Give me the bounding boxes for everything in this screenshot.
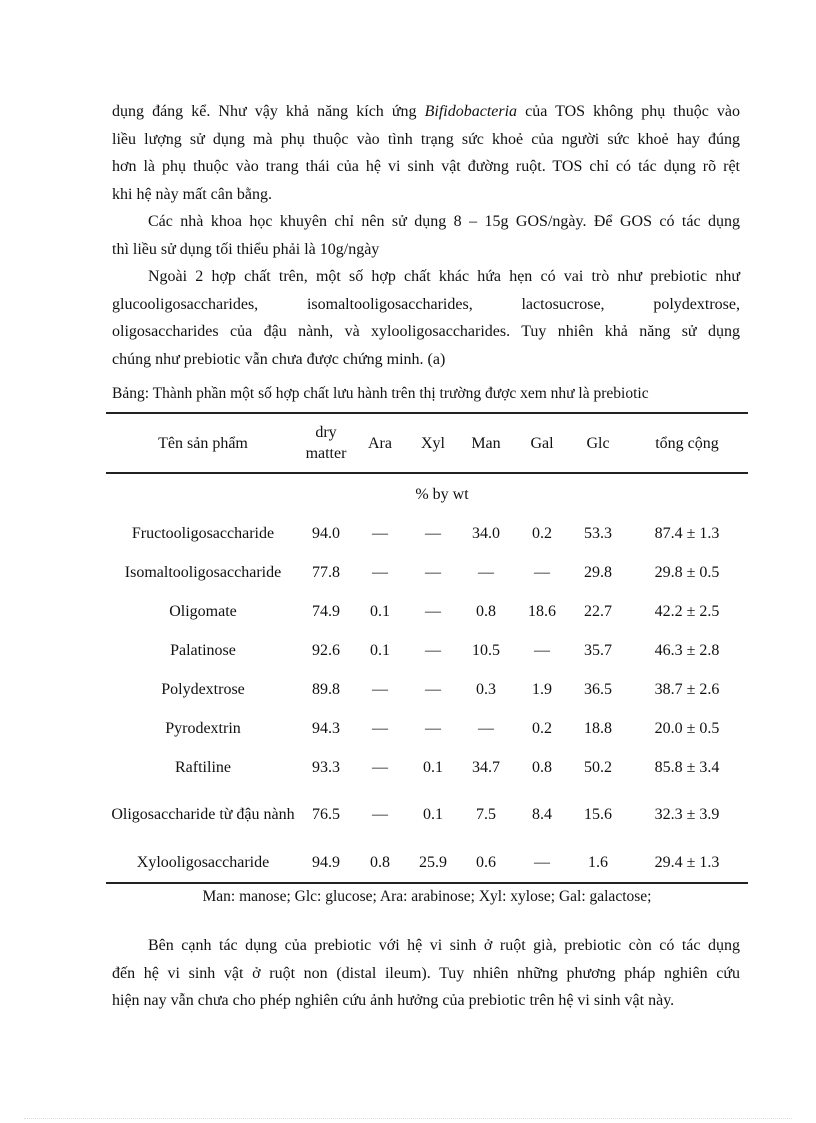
- text-line: Các nhà khoa học khuyên chỉ nên sử dụng 8 – 15g GOS/ngày. Để GOS có tác dụng: [148, 213, 740, 230]
- value-cell: 7.5: [476, 806, 496, 823]
- text-line: oligosaccharides của đậu nành, và xylooligosaccharides. Tuy nhiên khả năng sử dụng: [112, 323, 740, 340]
- value-cell: 87.4 ± 1.3: [654, 525, 720, 542]
- value-cell: —: [425, 681, 441, 698]
- value-cell: 0.8: [476, 603, 496, 620]
- text-line: Ngoài 2 hợp chất trên, một số hợp chất khác hứa hẹn có vai trò như prebiotic như: [148, 268, 740, 285]
- value-cell: 0.1: [423, 759, 443, 776]
- value-cell: 50.2: [584, 759, 612, 776]
- table-header-row: [106, 413, 748, 473]
- value-cell: 94.0: [312, 525, 340, 542]
- value-cell: 34.0: [472, 525, 500, 542]
- col-header-gal: Gal: [514, 413, 570, 473]
- product-name-cell: Oligosaccharide từ đậu nành: [111, 806, 295, 823]
- value-cell: 46.3 ± 2.8: [654, 642, 720, 659]
- value-cell: 0.8: [532, 759, 552, 776]
- value-cell: 18.8: [584, 720, 612, 737]
- table-row: [106, 709, 748, 748]
- value-cell: —: [425, 720, 441, 737]
- value-cell: —: [372, 681, 388, 698]
- unit-label: % by wt: [415, 485, 469, 503]
- col-header-ara: Ara: [352, 413, 408, 473]
- text-line: hiện nay vẫn chưa cho phép nghiên cứu ảnh hưởng của prebiotic trên hệ vi sinh vật này.: [112, 992, 675, 1009]
- paragraph-gos-dose: [112, 208, 740, 263]
- value-cell: 94.9: [300, 842, 352, 883]
- value-cell: 42.2 ± 2.5: [654, 603, 720, 620]
- unit-row: [106, 473, 748, 514]
- col-header-glc: Glc: [570, 413, 626, 473]
- page-bottom-divider: [24, 1118, 792, 1119]
- table-row: [106, 631, 748, 670]
- value-cell: —: [425, 642, 441, 659]
- value-cell: 0.1: [423, 806, 443, 823]
- value-cell: 0.1: [370, 642, 390, 659]
- value-cell: —: [372, 720, 388, 737]
- value-cell: 92.6: [312, 642, 340, 659]
- value-cell: 15.6: [584, 806, 612, 823]
- value-cell: 29.4 ± 1.3: [626, 842, 748, 883]
- table-row: [106, 842, 748, 883]
- value-cell: 74.9: [312, 603, 340, 620]
- value-cell: 1.9: [532, 681, 552, 698]
- prebiotic-composition-table: [106, 412, 748, 884]
- text-line: glucooligosaccharides, isomaltooligosaccharides, lactosucrose, polydextrose,: [112, 295, 740, 313]
- table-row: [106, 592, 748, 631]
- product-name-cell: Xylooligosaccharide: [106, 842, 300, 883]
- value-cell: 29.8 ± 0.5: [654, 564, 720, 581]
- value-cell: 0.2: [532, 720, 552, 737]
- value-cell: 32.3 ± 3.9: [654, 806, 720, 823]
- text-line: hơn là phụ thuộc vào trang thái của hệ vi sinh vật đường ruột. TOS chỉ có tác dụng rõ rệt: [112, 158, 740, 175]
- value-cell: —: [534, 642, 550, 659]
- paragraph-other-prebiotics: [112, 263, 740, 373]
- table-row: [106, 748, 748, 787]
- value-cell: —: [372, 525, 388, 542]
- table-row: [106, 553, 748, 592]
- value-cell: 38.7 ± 2.6: [654, 681, 720, 698]
- text-line: khi hệ này mất cân bằng.: [112, 185, 272, 203]
- product-name-cell: Pyrodextrin: [165, 720, 241, 737]
- value-cell: 0.3: [476, 681, 496, 698]
- value-cell: —: [425, 564, 441, 581]
- italic-term: Bifidobacteria: [424, 103, 518, 120]
- value-cell: 22.7: [584, 603, 612, 620]
- table-row: [106, 670, 748, 709]
- text-line: Bên cạnh tác dụng của prebiotic với hệ vi sinh ở ruột già, prebiotic còn có tác dụng: [148, 937, 740, 954]
- value-cell: 29.8: [584, 564, 612, 581]
- text-line: liều lượng sử dụng mà phụ thuộc vào tình trạng sức khoẻ của người sức khoẻ hay đúng: [112, 130, 740, 148]
- col-header-dry-matter: dry matter: [300, 413, 352, 473]
- value-cell: 35.7: [584, 642, 612, 659]
- text-line: đến hệ vi sinh vật ở ruột non (distal ileum). Tuy nhiên những phương pháp nghiên cứu: [112, 964, 740, 982]
- col-header-name: Tên sản phẩm: [106, 413, 300, 473]
- value-cell: 10.5: [472, 642, 500, 659]
- value-cell: 20.0 ± 0.5: [654, 720, 720, 737]
- value-cell: 18.6: [528, 603, 556, 620]
- value-cell: 76.5: [312, 806, 340, 823]
- value-cell: 0.2: [532, 525, 552, 542]
- value-cell: 1.6: [570, 842, 626, 883]
- product-name-cell: Oligomate: [169, 603, 237, 620]
- table-caption: Bảng: Thành phần một số hợp chất lưu hành trên thị trường được xem như là prebiotic: [112, 385, 649, 402]
- value-cell: —: [514, 842, 570, 883]
- product-name-cell: Fructooligosaccharide: [131, 525, 275, 542]
- value-cell: —: [372, 759, 388, 776]
- value-cell: 34.7: [472, 759, 500, 776]
- value-cell: 36.5: [584, 681, 612, 698]
- value-cell: 0.6: [458, 842, 514, 883]
- value-cell: 94.3: [312, 720, 340, 737]
- value-cell: —: [425, 603, 441, 620]
- value-cell: —: [372, 564, 388, 581]
- col-header-xyl: Xyl: [408, 413, 458, 473]
- col-header-total: tổng cộng: [626, 413, 748, 473]
- value-cell: 25.9: [408, 842, 458, 883]
- product-name-cell: Polydextrose: [161, 681, 245, 698]
- value-cell: 8.4: [532, 806, 552, 823]
- value-cell: 0.8: [352, 842, 408, 883]
- value-cell: —: [425, 525, 441, 542]
- value-cell: 0.1: [370, 603, 390, 620]
- value-cell: —: [478, 720, 494, 737]
- value-cell: 93.3: [312, 759, 340, 776]
- table-row: [106, 787, 748, 842]
- text-line: dụng đáng kể. Như vậy khả năng kích ứng Bifidobacteria của TOS không phụ thuộc vào: [112, 103, 741, 120]
- value-cell: 77.8: [312, 564, 340, 581]
- value-cell: 89.8: [312, 681, 340, 698]
- paragraph-tos: [112, 98, 740, 208]
- value-cell: 53.3: [584, 525, 612, 542]
- value-cell: —: [534, 564, 550, 581]
- text-line: chúng như prebiotic vẫn chưa được chứng minh. (a): [112, 350, 446, 368]
- value-cell: —: [478, 564, 494, 581]
- value-cell: —: [372, 806, 388, 823]
- col-header-man: Man: [458, 413, 514, 473]
- product-name-cell: Palatinose: [170, 642, 236, 659]
- text-line: thì liều sử dụng tối thiểu phải là 10g/ngày: [112, 240, 380, 258]
- product-name-cell: Isomaltooligosaccharide: [124, 564, 282, 581]
- value-cell: 85.8 ± 3.4: [654, 759, 720, 776]
- table-row: [106, 514, 748, 553]
- table-legend: Man: manose; Glc: glucose; Ara: arabinose; Xyl: xylose; Gal: galactose;: [202, 888, 652, 905]
- paragraph-small-intestine: [112, 932, 740, 1015]
- product-name-cell: Raftiline: [175, 759, 231, 776]
